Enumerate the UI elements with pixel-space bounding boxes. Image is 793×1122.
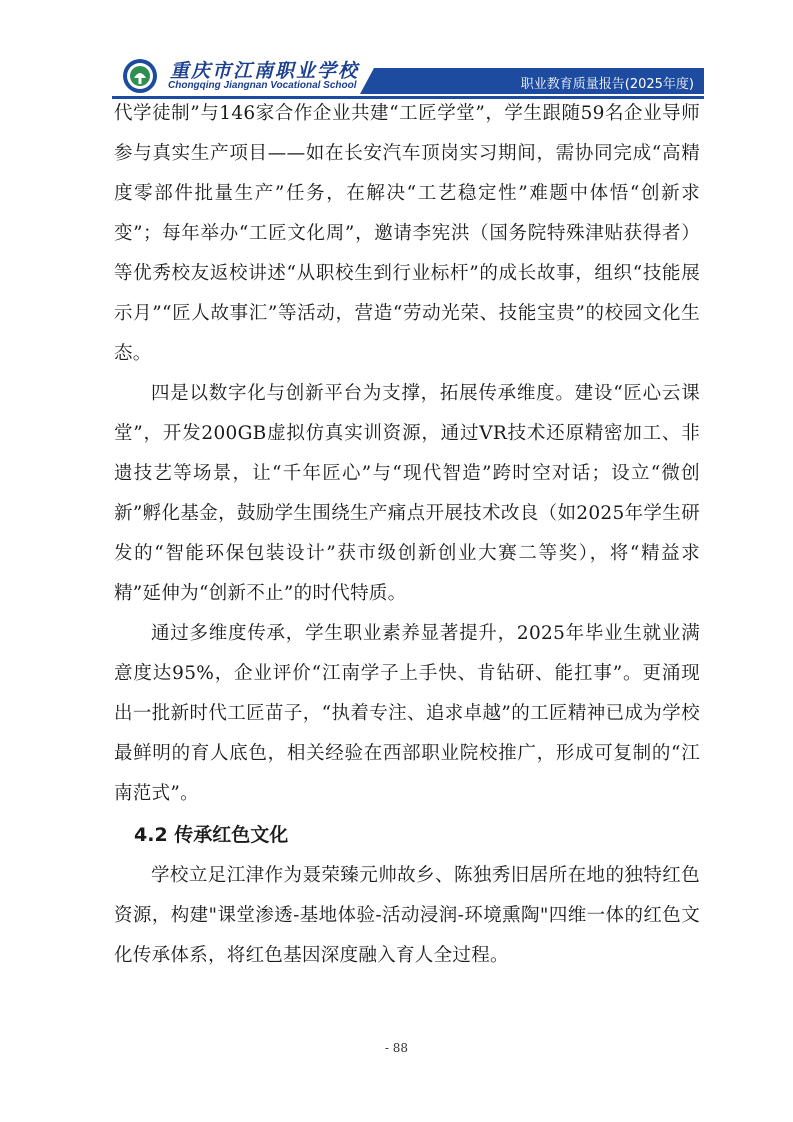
paragraph-outcomes: 通过多维度传承，学生职业素养显著提升，2025年毕业生就业满意度达95%，企业评价“江南学子上手快、肯钻研、能扛事”。更涌现出一批新时代工匠苗子，“执着专注、追求卓越”的工匠精神已成为学校最鲜明的育人底色，相关经验在西部职业院校推广，形成可复制的“江南范式”。 (114, 623, 700, 804)
report-title: 职业教育质量报告(2025年度) (520, 77, 694, 92)
section-number: 4.2 (134, 824, 168, 846)
section-heading (114, 814, 700, 856)
body-content (114, 94, 700, 976)
paragraph-red-culture: 学校立足江津作为聂荣臻元帅故乡、陈独秀旧居所在地的独特红色资源，构建"课堂渗透-基地体验-活动浸润-环境熏陶"四维一体的红色文化传承体系，将红色基因深度融入育人全过程。 (114, 865, 700, 966)
school-name-cn: 重庆市江南职业学校 (170, 60, 360, 82)
section-title: 传承红色文化 (174, 824, 289, 846)
paragraph-digital-platform: 四是以数字化与创新平台为支撑，拓展传承维度。建设“匠心云课堂”，开发200GB虚拟仿真实训资源，通过VR技术还原精密加工、非遗技艺等场景，让“千年匠心”与“现代智造”跨时空对话；设立“微创新”孵化基金，鼓励学生围绕生产痛点开展技术改良（如2025年学生研发的“智能环保包装设计”获市级创新创业大赛二等奖），将“精益求精”延伸为“创新不止”的时代特质。 (114, 383, 700, 604)
school-emblem-icon (122, 58, 158, 94)
page-number: - 88 (384, 1041, 409, 1055)
school-name-en: Chongqing Jiangnan Vocational School (168, 80, 357, 91)
paragraph-continued: 代学徒制”与146家合作企业共建“工匠学堂”，学生跟随59名企业导师参与真实生产项目——如在长安汽车顶岗实习期间，需协同完成“高精度零部件批量生产”任务，在解决“工艺稳定性”难题中体悟“创新求变”；每年举办“工匠文化周”，邀请李宪洪（国务院特殊津贴获得者）等优秀校友返校讲述“从职校生到行业标杆”的成长故事，组织“技能展示月”“匠人故事汇”等活动，营造“劳动光荣、技能宝贵”的校园文化生态。 (114, 103, 700, 364)
